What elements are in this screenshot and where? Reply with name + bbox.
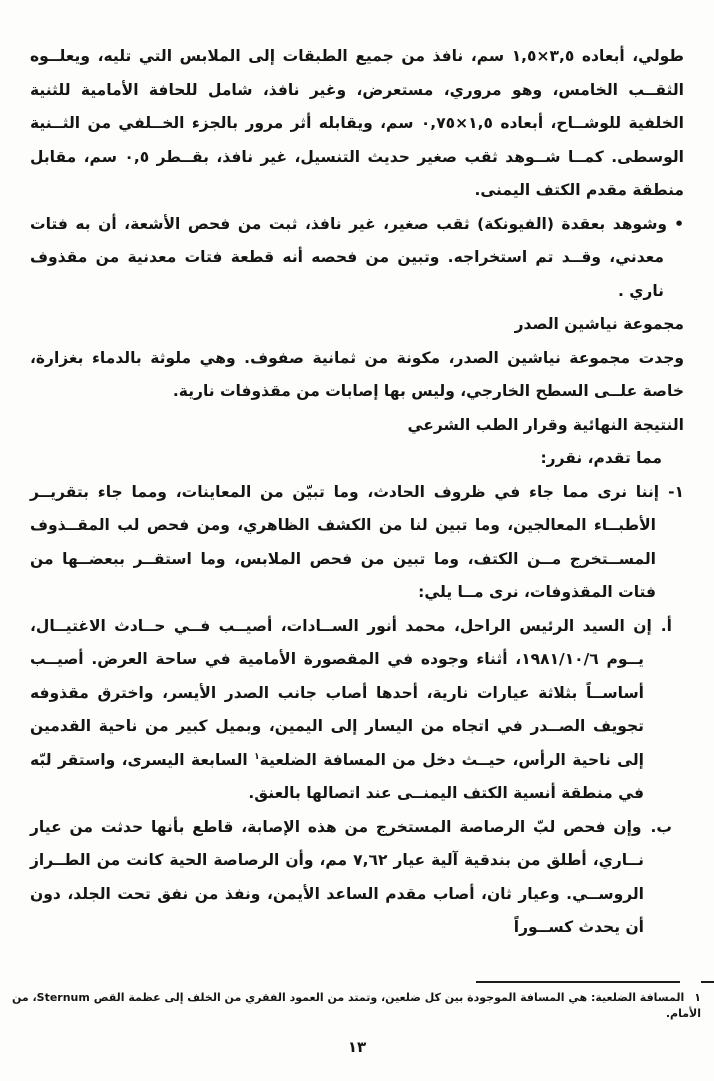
numbered-item-1-marker: ١- — [668, 482, 684, 501]
sub-item-a — [30, 610, 684, 811]
numbered-item-1 — [30, 476, 684, 610]
sub-item-a-text-continued: السابعة اليسرى، واستقر لبّه في منطقة أنسية الكتف اليمنــى عند اتصالها بالعنق. — [30, 750, 644, 802]
page-number: ١٣ — [347, 1038, 367, 1056]
bullet-item-bowtie-finding — [30, 208, 684, 309]
sub-item-b — [30, 811, 684, 945]
lead-we-decide: مما تقدم، نقرر: — [540, 449, 662, 467]
paragraph-chest-medals: وجدت مجموعة نياشين الصدر، مكونة من ثمانية صفوف. وهي ملوثة بالدماء بغزارة، خاصة علــى السطح الخارجي، وليس بها إصابات من مقذوفات نارية. — [30, 348, 684, 400]
numbered-item-1-text: إننا نرى مما جاء في ظروف الحادث، وما تبيّن من المعاينات، ومما جاء بتقريــر الأطبــاء المعالجين، وما تبين لنا من الكشف الظاهري، ومن فحص لب المقــذوف المســتخرج مــن الكتف، وما تبين من فحص الملابس، وما استقــر ببعضــها من فتات المقذوفات، نرى مــا يلي: — [30, 482, 660, 601]
footnote-text: المسافة الضلعية: هي المسافة الموجودة بين كل ضلعين، وتمتد من العمود الفقري من الخلف إلى عظمة القص Sternum، من الأمام. — [11, 991, 701, 1020]
sub-item-a-marker: أ. — [660, 616, 672, 635]
bullet-icon: • — [674, 214, 684, 233]
sub-item-b-text: وإن فحص لبّ الرصاصة المستخرج من هذه الإصابة، قاطع بأنها حدثت من عيار نــاري، أطلق من بندقية آلية عيار ٧,٦٢ مم، وأن الرصاصة الحية كانت من الطــراز الروســي. وعيار ثان، أصاب مقدم الساعد الأيمن، ونفذ من نفق تحت الجلد، دون أن يحدث كســوراً — [30, 817, 644, 936]
bullet-item-text: وشوهد بعقدة (الفيونكة) ثقب صغير، غير نافذ، ثبت من فحص الأشعة، أن به فتات معدني، وقــد تم استخراجه. وتبين من فحصه أنه قطعة فتات معدنية من مقذوف ناري . — [30, 214, 668, 300]
footnote-separator-rule-edge — [701, 981, 714, 983]
footnote-marker: ١ — [694, 991, 701, 1004]
sub-item-a-text: إن السيد الرئيس الراحل، محمد أنور الســادات، أصيــب فــي حــادث الاغتيــال، يــوم ١٩٨١/١٠/٦، أثناء وجوده في المقصورة الأمامية في ساحة العرض. أصيــب أساســاً بثلاثة عيارات نارية، أحدها أصاب جانب الصدر الأيسر، واخترق مقذوفه تجويف الصــدر في اتجاه من اليسار إلى اليمين، وبميل كبير من ناحية القدمين إلى ناحية الرأس، حيــث دخل من المسافة الضلعية — [30, 616, 652, 769]
footnote-reference-mark: ١ — [254, 751, 260, 762]
section-heading-final-conclusion: النتيجة النهائية وقرار الطب الشرعي — [407, 415, 684, 434]
footnote-separator-rule — [476, 981, 680, 983]
footnote — [8, 990, 701, 1022]
sub-item-b-marker: ب. — [650, 817, 672, 836]
paragraph-clothing-wound-description: طولي، أبعاده ٣,٥×١,٥ سم، نافذ من جميع الطبقات إلى الملابس التي تليه، ويعلــوه الثقــب الخامس، وهو مروري، مستعرض، وغير نافذ، شامل للحافة الأمامية للثنية الخلفية للوشــاح، أبعاده ١,٥×٠,٧٥ سم، ويقابله أثر مرور بالجزء الخــلفي من الثــنية الوسطى. كمــا شــوهد ثقب صغير حديث التنسيل، غير نافذ، بقــطر ٠,٥ سم، مقابل منطقة مقدم الكتف اليمنى. — [30, 47, 684, 199]
document-body — [30, 40, 684, 945]
section-heading-chest-medals: مجموعة نياشين الصدر — [514, 315, 684, 333]
